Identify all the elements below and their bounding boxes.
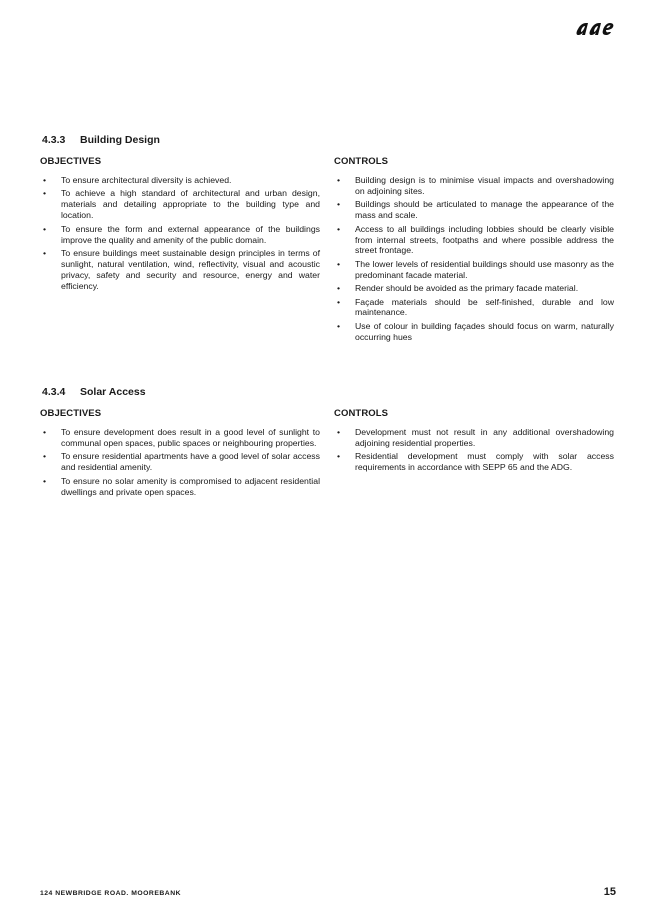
list-item: • To ensure buildings meet sustainable design principles in terms of sunlight, natural ventilation, wind, reflectivity, visual and acoustic privacy, safety and security and resource, energy and water efficiency. [43, 247, 320, 291]
bullet-icon: • [43, 475, 47, 486]
footer-address: 124 NEWBRIDGE ROAD. MOOREBANK [40, 890, 182, 897]
section-title: Solar Access [80, 386, 146, 398]
section-number: 4.3.4 [42, 386, 66, 398]
controls-list [334, 175, 614, 343]
list-item: • Use of colour in building façades should focus on warm, naturally occurring hues [337, 320, 614, 342]
list-item: • Buildings should be articulated to manage the appearance of the mass and scale. [337, 199, 614, 221]
controls-column [334, 408, 614, 476]
page-number: 15 [603, 886, 616, 898]
bullet-icon: • [337, 451, 341, 462]
controls-list [334, 427, 614, 473]
bullet-icon: • [43, 223, 47, 234]
bullet-icon: • [43, 451, 47, 462]
bullet-icon: • [337, 320, 341, 331]
objectives-column [40, 156, 320, 294]
section-title: Building Design [80, 134, 160, 146]
bullet-icon: • [337, 296, 341, 307]
list-item: • Access to all buildings including lobbies should be clearly visible from internal streets, footpaths and where possible address the street frontage. [337, 223, 614, 256]
list-item: • Façade materials should be self-finished, durable and low maintenance. [337, 296, 614, 318]
list-item: • To ensure development does result in a good level of sunlight to communal open spaces, public spaces or neighbouring properties. [43, 427, 320, 448]
section-heading [42, 134, 160, 146]
ae-logo-icon [576, 21, 614, 37]
list-item: • Residential development must comply with solar access requirements in accordance with SEPP 65 and the ADG. [337, 451, 614, 473]
list-item: • To ensure the form and external appearance of the buildings improve the quality and amenity of the public domain. [43, 223, 320, 245]
list-item: • To ensure residential apartments have a good level of solar access and residential amenity. [43, 451, 320, 473]
bullet-icon: • [43, 247, 47, 258]
objectives-list [40, 427, 320, 497]
objectives-heading: OBJECTIVES [40, 156, 102, 167]
objectives-column [40, 408, 320, 500]
list-item: • Development must not result in any additional overshadowing adjoining residential properties. [337, 427, 614, 448]
bullet-icon: • [337, 283, 341, 294]
bullet-icon: • [43, 188, 47, 199]
bullet-icon: • [43, 427, 47, 437]
bullet-icon: • [337, 223, 341, 234]
controls-heading: CONTROLS [334, 408, 389, 419]
list-item: • To achieve a high standard of architectural and urban design, materials and detailing appropriate to the building type and location. [43, 188, 320, 221]
section-number: 4.3.3 [42, 134, 66, 146]
bullet-icon: • [43, 175, 47, 185]
controls-column [334, 156, 614, 345]
bullet-icon: • [337, 258, 341, 269]
list-item: • Building design is to minimise visual impacts and overshadowing on adjoining sites. [337, 175, 614, 196]
bullet-icon: • [337, 199, 341, 210]
bullet-icon: • [337, 175, 341, 185]
list-item: • The lower levels of residential buildings should use masonry as the predominant facade material. [337, 258, 614, 280]
section-heading [42, 386, 146, 398]
objectives-list [40, 175, 320, 292]
list-item: • Render should be avoided as the primary facade material. [337, 283, 579, 294]
controls-heading: CONTROLS [334, 156, 389, 167]
list-item: • To ensure no solar amenity is compromised to adjacent residential dwellings and private open spaces. [43, 475, 320, 497]
list-item: • To ensure architectural diversity is achieved. [43, 175, 232, 185]
bullet-icon: • [337, 427, 341, 437]
objectives-heading: OBJECTIVES [40, 408, 102, 419]
logo [576, 21, 614, 42]
